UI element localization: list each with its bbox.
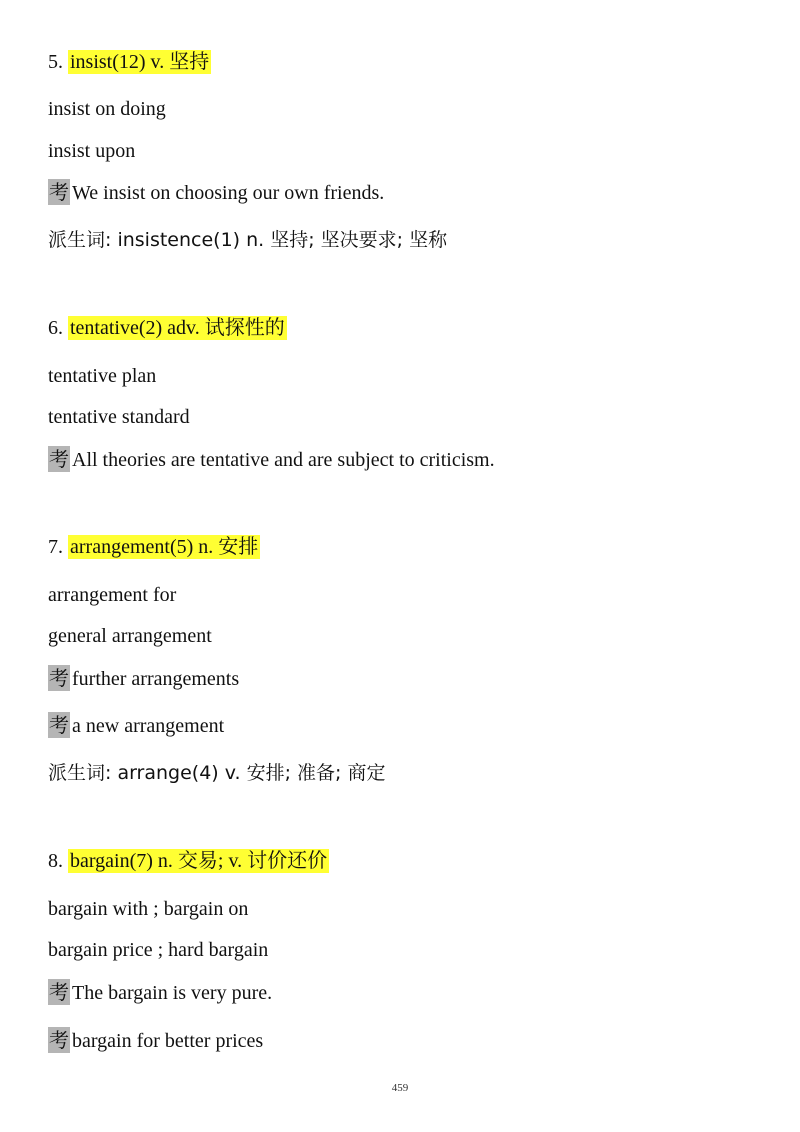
exam-tag: 考 <box>49 980 69 1004</box>
example-line <box>48 179 384 206</box>
example-line <box>48 665 239 692</box>
phrase: bargain price ; hard bargain <box>48 939 269 961</box>
entry-number: 8. <box>48 850 63 872</box>
phrase: tentative standard <box>48 406 190 428</box>
phrase: tentative plan <box>48 365 157 387</box>
headword: arrangement(5) n. 安排 <box>70 536 259 558</box>
exam-tag: 考 <box>49 180 69 204</box>
example-line <box>48 712 224 739</box>
example-text: further arrangements <box>72 668 240 690</box>
example-text: All theories are tentative and are subject to criticism. <box>72 449 495 471</box>
example-text: a new arrangement <box>72 715 225 737</box>
exam-tag: 考 <box>49 447 69 471</box>
phrase: general arrangement <box>48 625 212 647</box>
example-text: We insist on choosing our own friends. <box>72 182 385 204</box>
phrase: bargain with ; bargain on <box>48 898 249 920</box>
entry-number: 5. <box>48 51 63 73</box>
example-line <box>48 1027 263 1054</box>
entry-7-heading <box>48 534 260 560</box>
phrase: insist on doing <box>48 98 166 120</box>
headword: insist(12) v. 坚持 <box>70 51 210 73</box>
phrase: arrangement for <box>48 584 177 606</box>
page-number: 459 <box>391 1082 409 1094</box>
exam-tag: 考 <box>49 713 69 737</box>
exam-tag: 考 <box>49 1028 69 1052</box>
entry-8-heading <box>48 848 329 874</box>
example-line <box>48 446 495 473</box>
example-line <box>48 979 272 1006</box>
entry-6-heading <box>48 315 287 341</box>
headword: bargain(7) n. 交易; v. 讨价还价 <box>70 850 328 872</box>
phrase: insist upon <box>48 140 136 162</box>
derivative-line: 派生词: insistence(1) n. 坚持; 坚决要求; 坚称 <box>48 229 448 251</box>
headword: tentative(2) adv. 试探性的 <box>70 317 285 339</box>
entry-number: 6. <box>48 317 63 339</box>
entry-number: 7. <box>48 536 63 558</box>
example-text: The bargain is very pure. <box>72 982 273 1004</box>
derivative-line: 派生词: arrange(4) v. 安排; 准备; 商定 <box>48 762 386 784</box>
exam-tag: 考 <box>49 666 69 690</box>
entry-5-heading <box>48 49 211 75</box>
example-text: bargain for better prices <box>72 1030 264 1052</box>
